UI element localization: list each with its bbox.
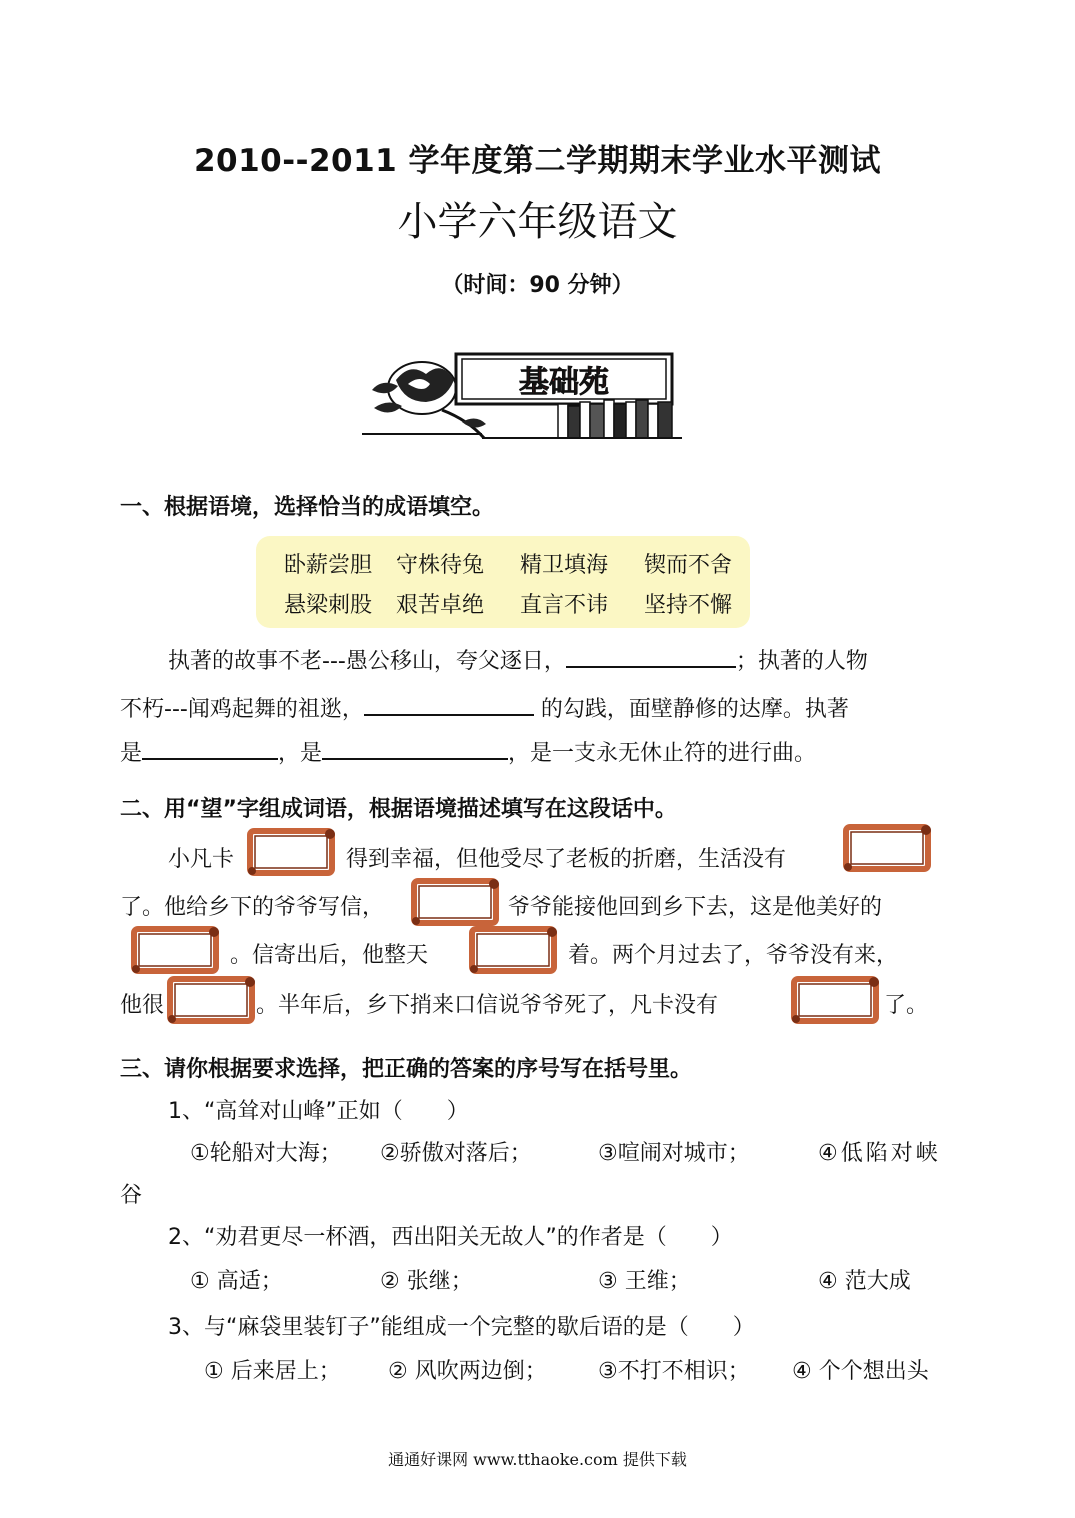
idiom-row-2	[284, 588, 732, 619]
question-2: 2、“劝君更尽一杯酒，西出阳关无故人”的作者是（ ）	[168, 1225, 733, 1250]
question-1: 1、“高耸对山峰”正如（ ）	[168, 1099, 469, 1124]
books-icon	[482, 400, 682, 438]
option: ④ 范大成	[818, 1269, 911, 1294]
idiom: 艰苦卓绝	[396, 593, 485, 618]
text: ，是一支永无休止符的进行曲。	[508, 741, 817, 766]
answer-frame[interactable]	[166, 974, 256, 1030]
idiom-choices-box	[256, 536, 750, 628]
text: 是	[120, 741, 143, 766]
s1-line-1	[168, 642, 868, 675]
section1-heading: 一、根据语境，选择恰当的成语填空。	[120, 495, 495, 520]
answer-frame[interactable]	[842, 822, 932, 878]
option: ② 风吹两边倒；	[388, 1359, 547, 1384]
text: ；执著的人物	[735, 649, 868, 674]
s1-line-3	[120, 734, 816, 767]
text: 的勾践，面壁静修的达摩。执著	[540, 697, 849, 722]
text: 他很	[120, 993, 165, 1018]
exam-title: 2010--2011 学年度第二学期期末学业水平测试	[193, 143, 882, 179]
question-3: 3、与“麻袋里装钉子”能组成一个完整的歇后语的是（ ）	[168, 1315, 755, 1340]
idiom: 守株待兔	[396, 553, 485, 578]
text: 爷爷能接他回到乡下去，这是他美好的	[508, 895, 883, 920]
section3-heading: 三、请你根据要求选择，把正确的答案的序号写在括号里。	[120, 1057, 693, 1082]
idiom-row-1	[284, 548, 732, 579]
footer-text: 通通好课网 www.tthaoke.com 提供下载	[388, 1450, 687, 1469]
text: 了。他给乡下的爷爷写信，	[120, 895, 385, 920]
banner-title: 基础苑	[519, 365, 609, 400]
text: 了。	[884, 993, 929, 1018]
s1-line-2	[120, 690, 849, 723]
option: ③ 王维；	[598, 1269, 691, 1294]
option: ④ 个个想出头	[792, 1359, 929, 1384]
option: ④低陷对峡	[818, 1141, 941, 1166]
text: 得到幸福，但他受尽了老板的折磨，生活没有	[346, 847, 787, 872]
section2-heading: 二、用“望”字组成词语，根据语境描述填写在这段话中。	[120, 797, 677, 822]
answer-blank[interactable]	[322, 734, 508, 760]
option: ② 张继；	[380, 1269, 473, 1294]
answer-blank[interactable]	[142, 734, 278, 760]
idiom: 坚持不懈	[644, 593, 733, 618]
text: 着。两个月过去了，爷爷没有来，	[568, 943, 899, 968]
option: ①轮船对大海；	[190, 1141, 342, 1166]
text: 。信寄出后，他整天	[230, 943, 429, 968]
section-banner	[362, 350, 684, 442]
rose-books-illustration	[362, 350, 684, 442]
text: ，是	[278, 741, 323, 766]
answer-frame[interactable]	[246, 826, 336, 882]
option: ① 高适；	[190, 1269, 283, 1294]
answer-blank[interactable]	[364, 690, 534, 716]
idiom: 直言不讳	[520, 593, 609, 618]
answer-frame[interactable]	[130, 924, 220, 980]
option: ③喧闹对城市；	[598, 1141, 750, 1166]
text: 执著的故事不老---愚公移山，夸父逐日，	[168, 649, 566, 674]
idiom: 卧薪尝胆	[284, 553, 373, 578]
option: ③不打不相识；	[598, 1359, 750, 1384]
text: 小凡卡	[168, 847, 235, 872]
answer-frame[interactable]	[790, 974, 880, 1030]
text: 。半年后，乡下捎来口信说爷爷死了，凡卡没有	[256, 993, 719, 1018]
idiom: 悬梁刺股	[284, 593, 373, 618]
idiom: 锲而不舍	[644, 553, 733, 578]
text: 不朽---闻鸡起舞的祖逖，	[120, 697, 364, 722]
option: ②骄傲对落后；	[380, 1141, 532, 1166]
time-note: （时间：90 分钟）	[441, 273, 634, 298]
option-wrap: 谷	[120, 1183, 143, 1208]
idiom: 精卫填海	[520, 553, 609, 578]
answer-blank[interactable]	[566, 642, 736, 668]
option: ① 后来居上；	[204, 1359, 341, 1384]
subject-title: 小学六年级语文	[397, 199, 678, 245]
answer-frame[interactable]	[468, 924, 558, 980]
